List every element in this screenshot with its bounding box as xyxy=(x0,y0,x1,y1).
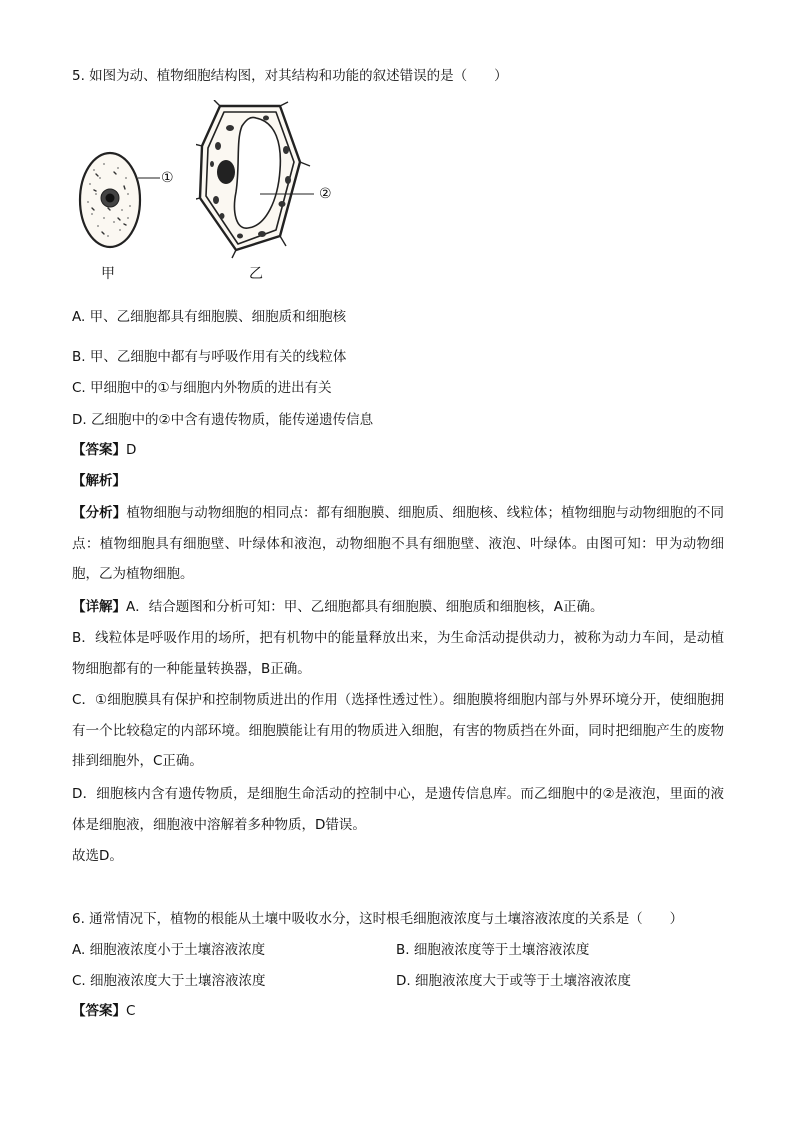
label-jia: 甲 xyxy=(101,266,115,282)
q5-detail-c: C．①细胞膜具有保护和控制物质进出的作用（选择性透过性）。细胞膜将细胞内部与外界环境分开，使细胞拥有一个比较稳定的内部环境。细胞膜能让有用的物质进入细胞，有害的物质挡在外面，同时把细胞产生的废物排到细胞外，C正确。 xyxy=(72,692,724,769)
q5-detail-b: B．线粒体是呼吸作用的场所，把有机物中的能量释放出来，为生命活动提供动力，被称为动力车间，是动植物细胞都有的一种能量转换器，B正确。 xyxy=(72,630,724,677)
label-yi: 乙 xyxy=(249,266,263,282)
q5-answer-tag: 【答案】 xyxy=(72,442,126,458)
q6-answer-line xyxy=(72,1001,732,1021)
q5-xiangjie-tag: 【详解】 xyxy=(72,599,126,615)
animal-cell-figure xyxy=(74,148,194,260)
q5-fenxi-paragraph xyxy=(72,498,724,590)
plant-cell-figure xyxy=(196,100,336,260)
marker-2-label: ② xyxy=(319,186,332,202)
q5-detail-a: A．结合题图和分析可知：甲、乙细胞都具有细胞膜、细胞质和细胞核，A正确。 xyxy=(126,599,604,615)
q6-stem: 6. 通常情况下，植物的根能从土壤中吸收水分，这时根毛细胞液浓度与土壤溶液浓度的关系是（ ） xyxy=(72,911,684,927)
q5-stem: 5. 如图为动、植物细胞结构图，对其结构和功能的叙述错误的是（ ） xyxy=(72,68,508,84)
q5-fenxi-text: 植物细胞与动物细胞的相同点：都有细胞膜、细胞质、细胞核、线粒体；植物细胞与动物细胞的不同点：植物细胞具有细胞壁、叶绿体和液泡，动物细胞不具有细胞壁、液泡、叶绿体。由图可知：甲为动物细胞，乙为植物细胞。 xyxy=(72,505,725,582)
q6-option-c: C. 细胞液浓度大于土壤溶液浓度 xyxy=(72,973,266,989)
q5-analysis-tag: 【解析】 xyxy=(72,473,126,489)
q5-detail-d: D．细胞核内含有遗传物质，是细胞生命活动的控制中心，是遗传信息库。而乙细胞中的②是液泡，里面的液体是细胞液，细胞液中溶解着多种物质，D错误。 xyxy=(72,786,724,833)
q5-detail-a-line xyxy=(72,597,732,617)
q5-answer-line xyxy=(72,440,732,460)
q6-option-b: B. 细胞液浓度等于土壤溶液浓度 xyxy=(396,942,590,958)
q5-option-d: D. 乙细胞中的②中含有遗传物质，能传递遗传信息 xyxy=(72,412,374,428)
q5-option-b: B. 甲、乙细胞中都有与呼吸作用有关的线粒体 xyxy=(72,349,347,365)
q5-option-c: C. 甲细胞中的①与细胞内外物质的进出有关 xyxy=(72,380,332,396)
q5-answer: D xyxy=(126,442,137,458)
q6-option-a: A. 细胞液浓度小于土壤溶液浓度 xyxy=(72,942,266,958)
q5-fenxi-tag: 【分析】 xyxy=(72,505,127,521)
q6-answer: C xyxy=(126,1003,136,1019)
q6-answer-tag: 【答案】 xyxy=(72,1003,126,1019)
q5-option-a: A. 甲、乙细胞都具有细胞膜、细胞质和细胞核 xyxy=(72,309,347,325)
q6-option-d: D. 细胞液浓度大于或等于土壤溶液浓度 xyxy=(396,973,631,989)
plant-cell-nucleus xyxy=(217,160,235,184)
marker-1-label: ① xyxy=(161,170,174,186)
q5-conclusion: 故选D。 xyxy=(72,848,123,864)
